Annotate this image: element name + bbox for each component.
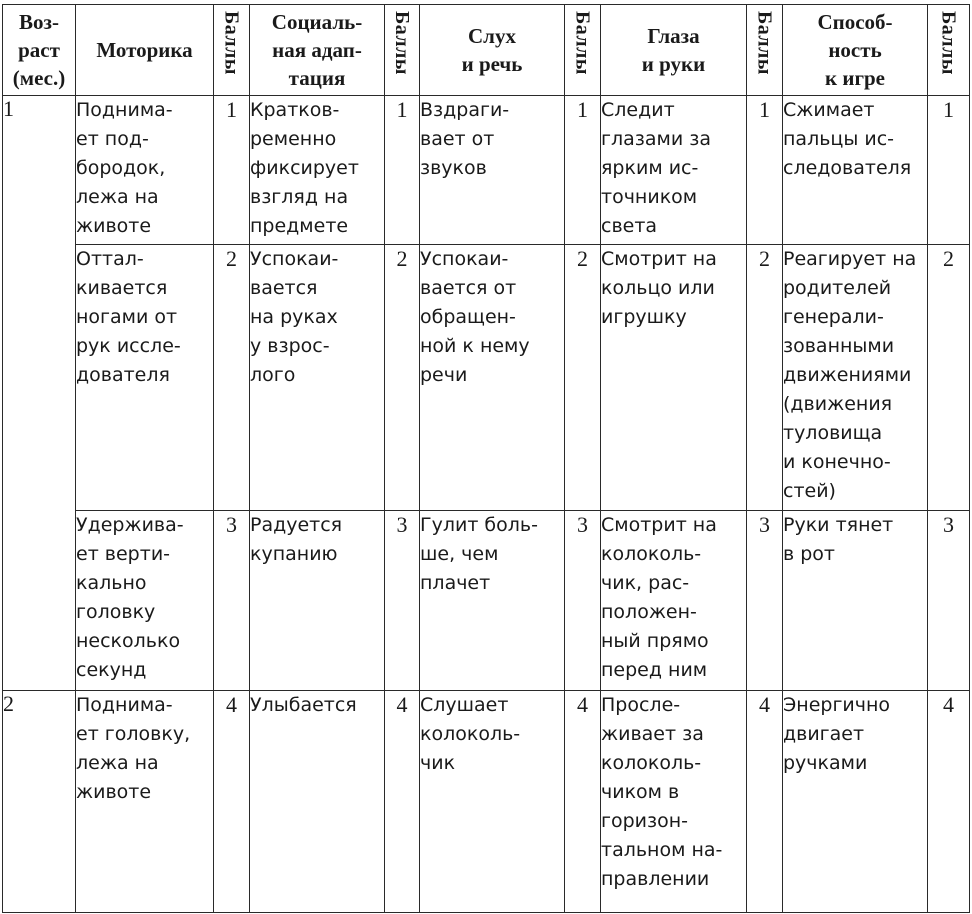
header-play: Способ- ность к игре [783, 5, 928, 96]
table-row [3, 511, 970, 691]
points-cell: 3 [385, 511, 420, 691]
age-cell: 1 [3, 96, 76, 691]
points-cell: 2 [214, 245, 250, 511]
header-points: Баллы [385, 5, 420, 96]
points-cell: 4 [747, 691, 783, 913]
social-cell: Улыбается [250, 691, 385, 913]
table-row [3, 245, 970, 511]
table-row [3, 96, 970, 245]
points-cell: 1 [928, 96, 970, 245]
header-social: Социаль- ная адап- тация [250, 5, 385, 96]
motor-cell: Оттал- кивается ногами от рук иссле- дователя [76, 245, 214, 511]
points-cell: 3 [565, 511, 601, 691]
eyes-cell: Просле- живает за колоколь- чиком в горизон- тальном на- правлении [601, 691, 747, 913]
eyes-cell: Смотрит на колоколь- чик, рас- положен- ный прямо перед ним [601, 511, 747, 691]
points-cell: 4 [928, 691, 970, 913]
age-cell: 2 [3, 691, 76, 913]
motor-cell: Поднима- ет под- бородок, лежа на животе [76, 96, 214, 245]
header-age: Воз- раст (мес.) [3, 5, 76, 96]
points-cell: 4 [565, 691, 601, 913]
header-eyes: Глаза и руки [601, 5, 747, 96]
motor-cell: Поднима- ет головку, лежа на животе [76, 691, 214, 913]
points-cell: 1 [385, 96, 420, 245]
header-points: Баллы [928, 5, 970, 96]
header-motor: Моторика [76, 5, 214, 96]
eyes-cell: Следит глазами за ярким ис- точником света [601, 96, 747, 245]
eyes-cell: Смотрит на кольцо или игрушку [601, 245, 747, 511]
points-cell: 4 [214, 691, 250, 913]
points-cell: 2 [385, 245, 420, 511]
points-cell: 2 [565, 245, 601, 511]
development-assessment-table [2, 4, 970, 913]
social-cell: Кратков- ременно фиксирует взгляд на предмете [250, 96, 385, 245]
points-cell: 2 [747, 245, 783, 511]
points-cell: 1 [214, 96, 250, 245]
header-points: Баллы [214, 5, 250, 96]
points-cell: 3 [928, 511, 970, 691]
points-cell: 1 [747, 96, 783, 245]
points-cell: 2 [928, 245, 970, 511]
points-cell: 3 [214, 511, 250, 691]
play-cell: Энергично двигает ручками [783, 691, 928, 913]
table-row [3, 691, 970, 913]
play-cell: Руки тянет в рот [783, 511, 928, 691]
hearing-cell: Вздраги- вает от звуков [420, 96, 565, 245]
play-cell: Реагирует на родителей генерали- зованными движениями (движения туловища и конечно- стей) [783, 245, 928, 511]
header-row [3, 5, 970, 96]
hearing-cell: Слушает колоколь- чик [420, 691, 565, 913]
social-cell: Успокаи- вается на руках у взрос- лого [250, 245, 385, 511]
header-points: Баллы [747, 5, 783, 96]
hearing-cell: Гулит боль- ше, чем плачет [420, 511, 565, 691]
header-hearing: Слух и речь [420, 5, 565, 96]
header-points: Баллы [565, 5, 601, 96]
motor-cell: Удержива- ет верти- кально головку несколько секунд [76, 511, 214, 691]
points-cell: 3 [747, 511, 783, 691]
hearing-cell: Успокаи- вается от обращен- ной к нему речи [420, 245, 565, 511]
play-cell: Сжимает пальцы ис- следователя [783, 96, 928, 245]
points-cell: 1 [565, 96, 601, 245]
points-cell: 4 [385, 691, 420, 913]
social-cell: Радуется купанию [250, 511, 385, 691]
